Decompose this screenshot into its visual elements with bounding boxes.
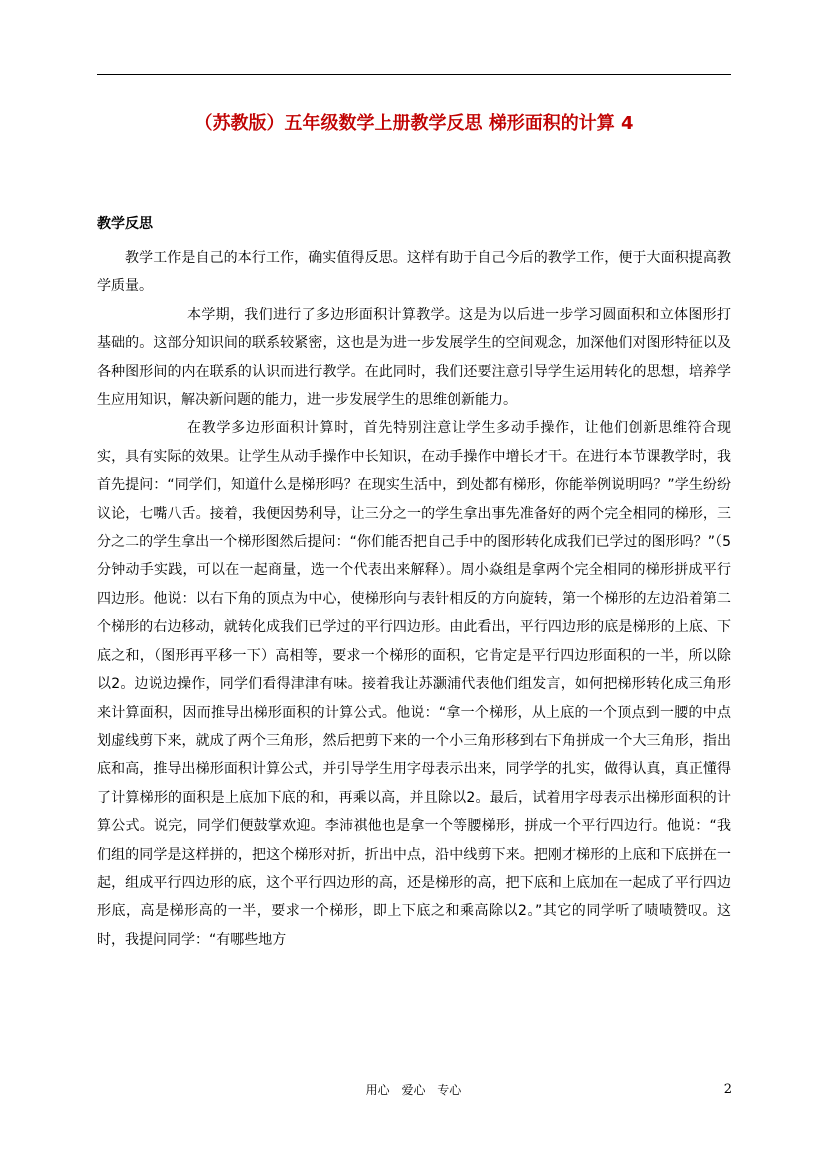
document-title: （苏教版）五年级数学上册教学反思 梯形面积的计算 4 [194, 113, 634, 134]
paragraph-semester: 本学期，我们进行了多边形面积计算教学。这是为以后进一步学习圆面积和立体图形打基础的。这部分知识间的联系较紧密，这也是为进一步发展学生的空间观念，加深他们对图形特征以及各种图形间的内在联系的认识而进行教学。在此同时，我们还要注意引导学生运用转化的思想，培养学生应用知识，解决新问题的能力，进一步发展学生的思维创新能力。 [97, 306, 731, 409]
paragraph-intro: 教学工作是自己的本行工作，确实值得反思。这样有助于自己今后的教学工作，便于大面积提高教学质量。 [97, 250, 731, 295]
document-body [97, 244, 731, 954]
footer-motto: 用心 爱心 专心 [365, 1083, 462, 1097]
paragraph-teaching: 在教学多边形面积计算时，首先特别注意让学生多动手操作，让他们创新思维符合现实，具有实际的效果。让学生从动手操作中长知识，在动手操作中增长才干。在进行本节课教学时，我首先提问：“同学们，知道什么是梯形吗？在现实生活中，到处都有梯形，你能举例说明吗？”学生纷纷议论，七嘴八舌。接着，我便因势利导，让三分之一的学生拿出事先准备好的两个完全相同的梯形，三分之二的学生拿出一个梯形图然后提问：“你们能否把自己手中的图形转化成我们已学过的图形吗？”（5分钟动手实践，可以在一起商量，选一个代表出来解释）。周小焱组是拿两个完全相同的梯形拼成平行四边形。他说：以右下角的顶点为中心，使梯形向与表针相反的方向旋转，第一个梯形的左边沿着第二个梯形的右边移动，就转化成我们已学过的平行四边形。由此看出，平行四边形的底是梯形的上底、下底之和，（图形再平移一下）高相等，要求一个梯形的面积，它肯定是平行四边形面积的一半，所以除以2。边说边操作，同学们看得津津有味。接着我让苏灏浦代表他们组发言，如何把梯形转化成三角形来计算面积，因而推导出梯形面积的计算公式。他说：“拿一个梯形，从上底的一个顶点到一腰的中点划虚线剪下来，就成了两个三角形，然后把剪下来的一个小三角形移到右下角拼成一个大三角形，指出底和高，推导出梯形面积计算公式，并引导学生用字母表示出来，同学学的扎实，做得认真，真正懂得了计算梯形的面积是上底加下底的和，再乘以高，并且除以2。最后，试着用字母表示出梯形面积的计算公式。说完，同学们便鼓掌欢迎。李沛祺他也是拿一个等腰梯形，拼成一个平行四边行。他说：“我们组的同学是这样拼的，把这个梯形对折，折出中点，沿中线剪下来。把刚才梯形的上底和下底拼在一起，组成平行四边形的底，这个平行四边形的高，还是梯形的高，把下底和上底加在一起成了平行四边形底，高是梯形高的一半，要求一个梯形，即上下底之和乘高除以2。”其它的同学听了啧啧赞叹。这时，我提问同学：“有哪些地方 [97, 420, 731, 948]
header-rule [97, 74, 731, 75]
page-number: 2 [723, 1082, 732, 1097]
section-heading: 教学反思 [97, 216, 153, 232]
